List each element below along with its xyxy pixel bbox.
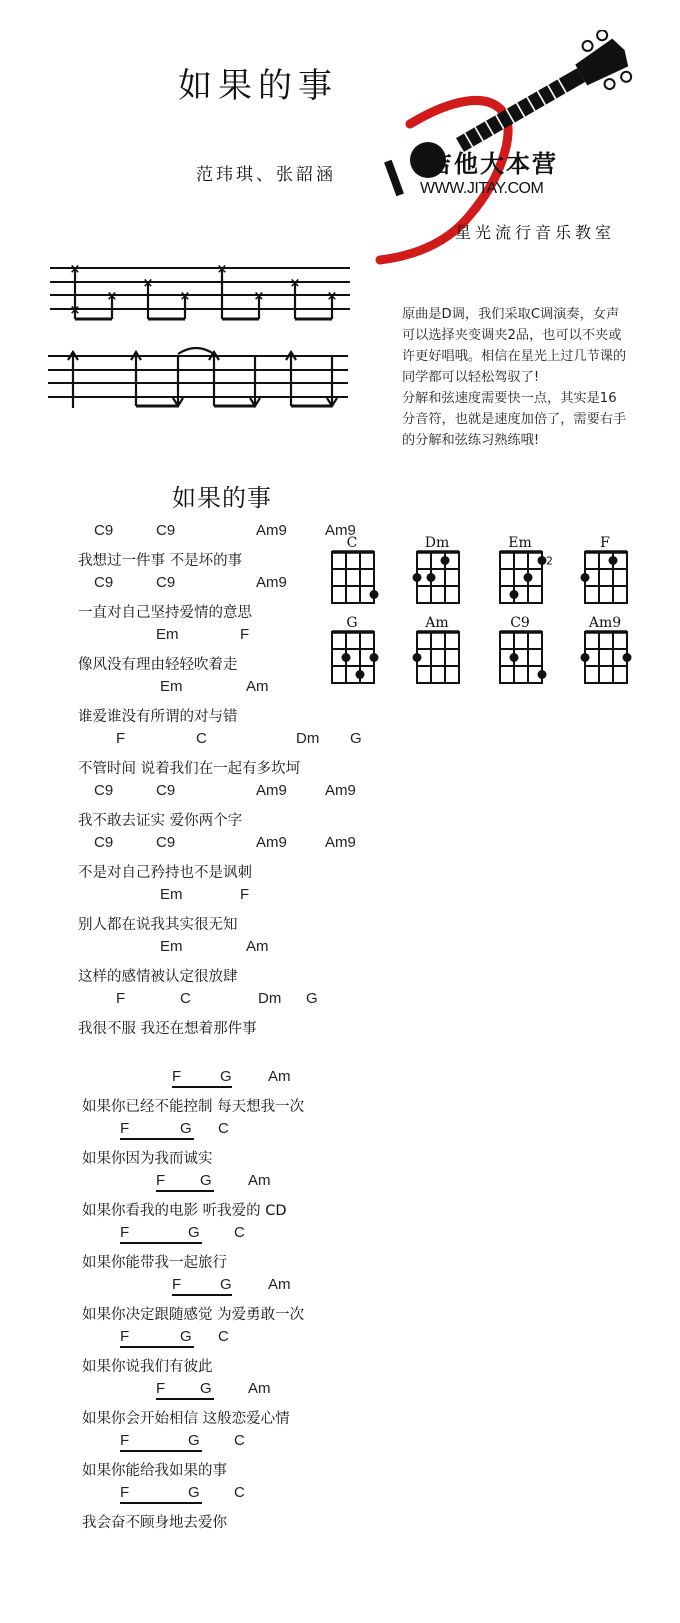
fretboard-icon (585, 615, 645, 693)
chord-label: Am (248, 1380, 271, 1397)
chord-label: C (234, 1484, 245, 1501)
svg-text:×: × (106, 289, 118, 304)
lyric-line: 如果你决定跟随感觉 为爱勇敢一次 (82, 1307, 305, 1323)
lyric-line: 我会奋不顾身地去爱你 (82, 1515, 227, 1531)
chord-label: Am9 (325, 522, 356, 539)
lyric-line: 如果你因为我而诚实 (82, 1151, 213, 1167)
chord-underline (156, 1398, 214, 1400)
performance-notes (402, 304, 628, 451)
logo-school: 星光流行音乐教室 (455, 223, 616, 242)
chord-chart-g (332, 615, 392, 693)
chord-underline (120, 1242, 202, 1244)
fretboard-icon (332, 535, 392, 613)
svg-text:×: × (69, 262, 81, 277)
svg-text:×: × (179, 289, 191, 304)
chord-label: Am (246, 938, 269, 955)
chord-label: G (220, 1276, 232, 1293)
chord-label: C (196, 730, 207, 747)
chord-label: C9 (94, 574, 114, 591)
chord-label: C (234, 1224, 245, 1241)
lyric-line: 如果你看我的电影 听我爱的 CD (82, 1203, 287, 1219)
notes-paragraph-2: 分解和弦速度需要快一点，其实是16分音符，也就是速度加倍了，需要右手的分解和弦练习熟练哦! (402, 391, 627, 448)
chord-chart-f (585, 535, 645, 613)
chord-label: Dm (258, 990, 282, 1007)
fretboard-icon (585, 535, 645, 613)
chord-label: F (240, 886, 250, 903)
chord-label: G (188, 1484, 200, 1501)
chord-label: F (120, 1120, 130, 1137)
chord-label: Am9 (256, 834, 287, 851)
chord-label: Em (156, 626, 179, 643)
chord-label: Em (160, 938, 183, 955)
chord-label: F (240, 626, 250, 643)
chord-label: Am (248, 1172, 271, 1189)
chord-label: Am9 (256, 574, 287, 591)
fretboard-icon (417, 615, 477, 693)
chord-chart-name: Am (425, 615, 449, 631)
sheet-title: 如果的事 (172, 484, 272, 512)
chord-label: C (234, 1432, 245, 1449)
chord-label: G (188, 1432, 200, 1449)
chord-label: G (220, 1068, 232, 1085)
chord-underline (156, 1190, 214, 1192)
chord-label: G (350, 730, 362, 747)
chord-chart-dm (417, 535, 477, 613)
lyric-line: 谁爱谁没有所谓的对与错 (78, 709, 238, 725)
chord-chart-name: Em (508, 535, 532, 551)
chord-label: C (218, 1120, 229, 1137)
chord-underline (120, 1450, 202, 1452)
svg-text:×: × (289, 276, 301, 291)
fretboard-icon (500, 615, 560, 693)
chord-chart-name: G (346, 615, 358, 631)
lyric-line: 别人都在说我其实很无知 (78, 917, 238, 933)
chord-underline (120, 1502, 202, 1504)
chord-label: G (188, 1224, 200, 1241)
chord-chart-c (332, 535, 392, 613)
chord-label: F (120, 1224, 130, 1241)
chord-label: G (180, 1120, 192, 1137)
chord-charts (320, 535, 660, 685)
chord-label: Am (246, 678, 269, 695)
fretboard-icon (417, 535, 477, 613)
lyric-line: 如果你能带我一起旅行 (82, 1255, 227, 1271)
lyric-line: 如果你能给我如果的事 (82, 1463, 227, 1479)
lyric-line: 不管时间 说着我们在一起有多坎坷 (78, 761, 301, 777)
chord-label: F (172, 1068, 182, 1085)
chord-underline (120, 1138, 194, 1140)
chord-label: G (306, 990, 318, 1007)
lyric-line: 我很不服 我还在想着那件事 (78, 1021, 257, 1037)
chord-label: C9 (156, 834, 176, 851)
chord-label: C (180, 990, 191, 1007)
fretboard-icon (332, 615, 392, 693)
chord-chart-am (417, 615, 477, 693)
logo-url: WWW.JITAY.COM (420, 180, 544, 197)
chord-underline (120, 1346, 194, 1348)
chord-label: Am9 (256, 782, 287, 799)
chord-label: C9 (156, 782, 176, 799)
artists: 范玮琪、张韶涵 (196, 165, 336, 185)
chord-label: F (116, 730, 126, 747)
chord-label: G (200, 1380, 212, 1397)
chord-label: F (172, 1276, 182, 1293)
chord-label: Em (160, 886, 183, 903)
chord-label: G (200, 1172, 212, 1189)
chord-label: Dm (296, 730, 320, 747)
chord-label: F (120, 1432, 130, 1449)
svg-text:×: × (253, 289, 265, 304)
lyric-line: 我不敢去证实 爱你两个字 (78, 813, 243, 829)
chord-label: C9 (94, 522, 114, 539)
svg-text:×: × (216, 262, 228, 277)
svg-text:×: × (69, 303, 81, 318)
notes-paragraph-1: 原曲是D调，我们采取C调演奏，女声可以选择夹变调夹2品，也可以不夹或许更好唱哦。相信在星光上过几节课的同学都可以轻松驾驭了! (402, 307, 627, 385)
strum-pattern (48, 342, 348, 414)
chord-chart-c9 (500, 615, 560, 693)
chord-label: C (218, 1328, 229, 1345)
lyrics-sheet (0, 522, 380, 1622)
chord-label: C9 (156, 574, 176, 591)
chord-label: C9 (94, 834, 114, 851)
chord-chart-em (500, 535, 560, 613)
lyric-line: 如果你已经不能控制 每天想我一次 (82, 1099, 305, 1115)
chord-label: C9 (94, 782, 114, 799)
chord-label: F (120, 1484, 130, 1501)
lyric-line: 一直对自己坚持爱情的意思 (78, 605, 252, 621)
chord-label: Am9 (325, 834, 356, 851)
svg-text:×: × (326, 289, 338, 304)
chord-label: F (156, 1172, 166, 1189)
chord-label: Em (160, 678, 183, 695)
chord-label: Am9 (256, 522, 287, 539)
lyric-line: 如果你会开始相信 这般恋爱心情 (82, 1411, 290, 1427)
chord-underline (172, 1086, 232, 1088)
lyric-line: 如果你说我们有彼此 (82, 1359, 213, 1375)
svg-text:2: 2 (546, 554, 553, 568)
chord-label: Am (268, 1068, 291, 1085)
chord-chart-name: F (600, 535, 610, 551)
lyric-line: 我想过一件事 不是坏的事 (78, 553, 243, 569)
lyric-line: 不是对自己矜持也不是讽刺 (78, 865, 252, 881)
chord-chart-name: C9 (510, 615, 530, 631)
svg-text:×: × (142, 276, 154, 291)
chord-label: C9 (156, 522, 176, 539)
chord-label: F (156, 1380, 166, 1397)
chord-underline (172, 1294, 232, 1296)
chord-label: Am (268, 1276, 291, 1293)
chord-chart-name: Am9 (588, 615, 622, 631)
chord-chart-am9 (585, 615, 645, 693)
arpeggio-pattern (50, 262, 350, 326)
lyric-line: 这样的感情被认定很放肆 (78, 969, 238, 985)
chord-label: Am9 (325, 782, 356, 799)
chord-label: G (180, 1328, 192, 1345)
chord-label: F (120, 1328, 130, 1345)
fretboard-icon (500, 535, 560, 613)
song-title-calligraphy: 如果的事 (178, 66, 338, 106)
chord-chart-name: Dm (424, 535, 450, 551)
chord-label: F (116, 990, 126, 1007)
chord-chart-name: C (346, 535, 358, 551)
lyric-line: 像风没有理由轻轻吹着走 (78, 657, 238, 673)
logo-brand: 吉他大本营 (428, 149, 558, 178)
